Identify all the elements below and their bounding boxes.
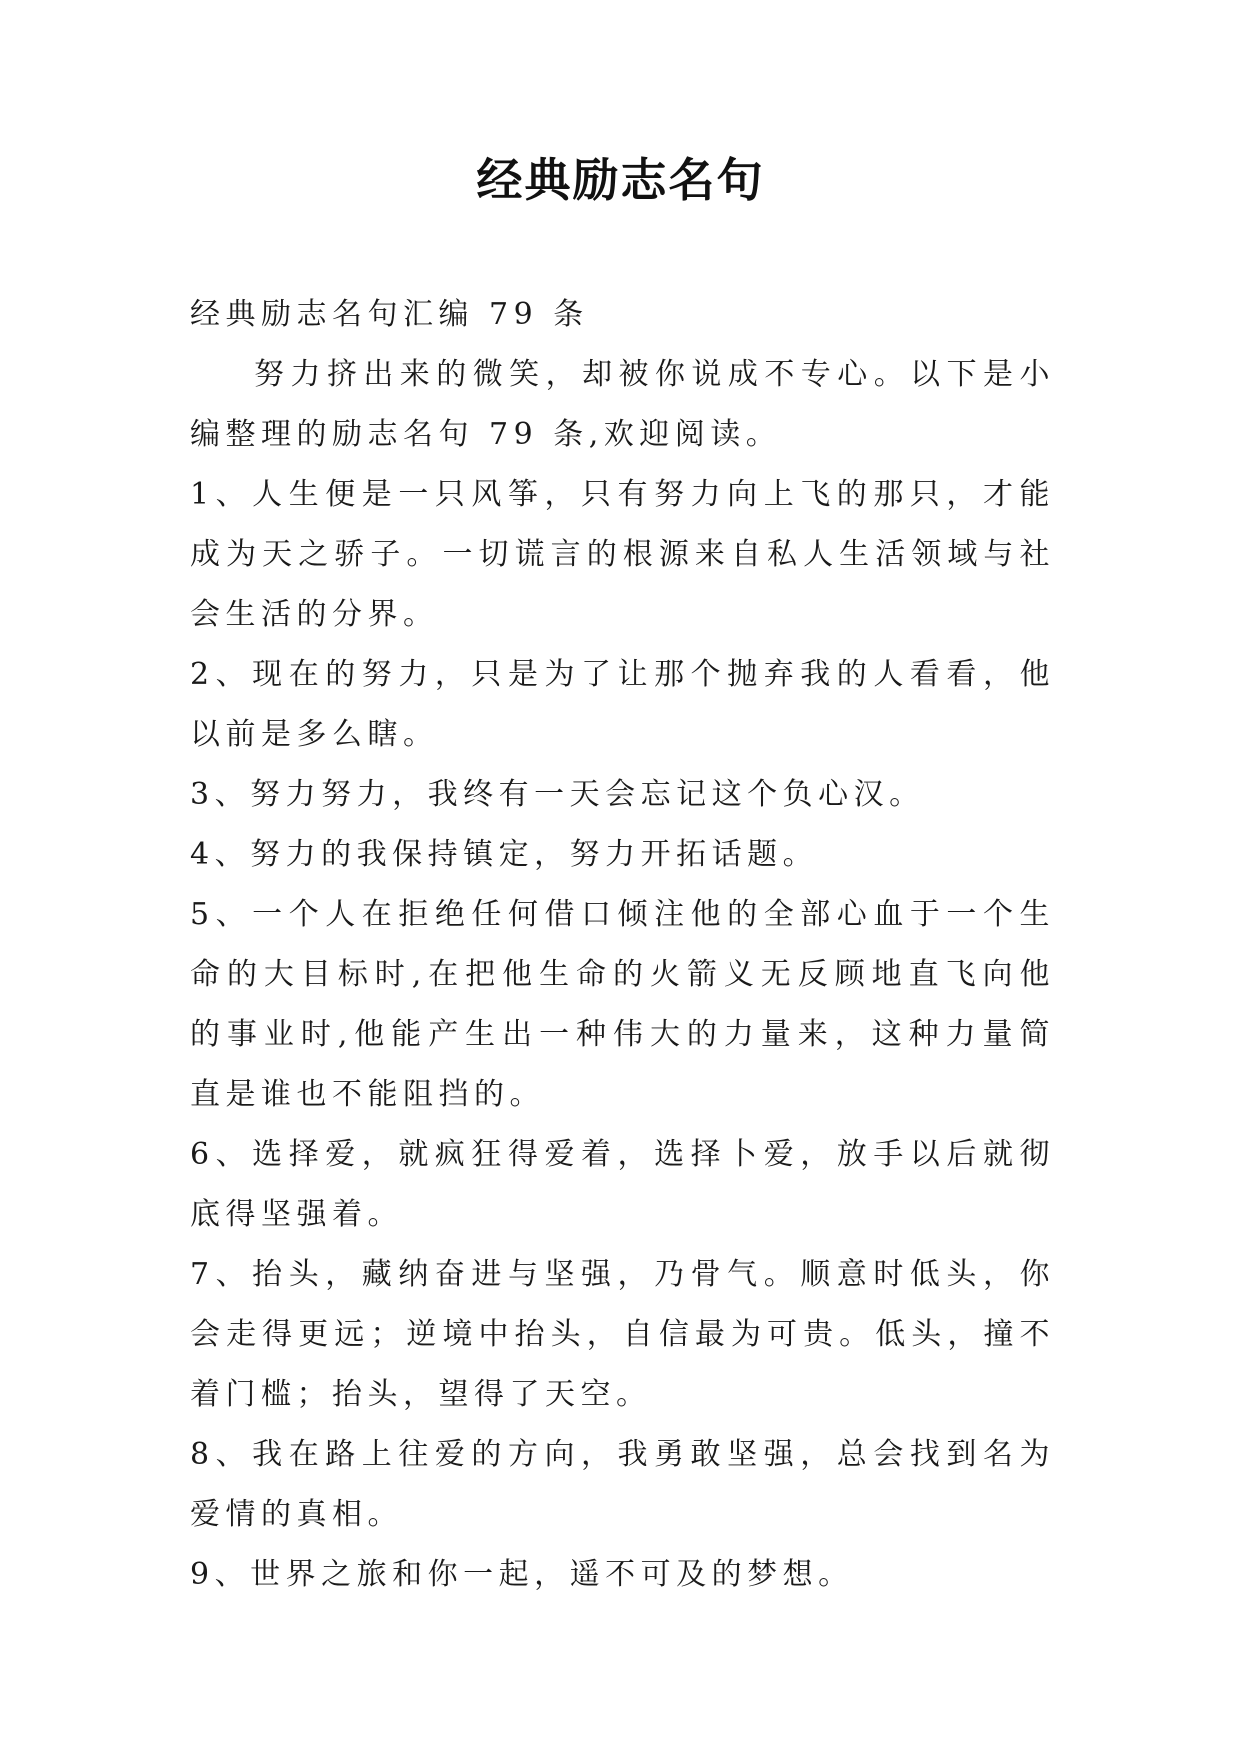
- quote-item-1: 1、人生便是一只风筝，只有努力向上飞的那只，才能成为天之骄子。一切谎言的根源来自私人生活领域与社会生活的分界。: [190, 477, 1055, 632]
- quote-item-8: 8、我在路上往爱的方向，我勇敢坚强，总会找到名为爱情的真相。: [190, 1437, 1055, 1532]
- quote-item-5: 5、一个人在拒绝任何借口倾注他的全部心血于一个生命的大目标时,在把他生命的火箭义无反顾地直飞向他的事业时,他能产生出一种伟大的力量来，这种力量简直是谁也不能阻挡的。: [190, 897, 1055, 1112]
- document-title: 经典励志名句: [476, 153, 765, 207]
- quote-item-9: 9、世界之旅和你一起，遥不可及的梦想。: [190, 1557, 854, 1592]
- intro-paragraph: 努力挤出来的微笑，却被你说成不专心。以下是小编整理的励志名句 79 条,欢迎阅读。: [190, 357, 1055, 452]
- quote-item-4: 4、努力的我保持镇定，努力开拓话题。: [190, 837, 819, 872]
- quote-item-3: 3、努力努力，我终有一天会忘记这个负心汉。: [190, 777, 925, 812]
- document-subtitle: 经典励志名句汇编 79 条: [190, 297, 589, 332]
- quote-item-6: 6、选择爱，就疯狂得爱着，选择卜爱，放手以后就彻底得坚强着。: [190, 1137, 1055, 1232]
- document-body: [190, 285, 1055, 1605]
- quote-item-7: 7、抬头，藏纳奋进与坚强，乃骨气。顺意时低头，你会走得更远；逆境中抬头，自信最为可贵。低头，撞不着门槛；抬头，望得了天空。: [190, 1257, 1055, 1412]
- quote-item-2: 2、现在的努力，只是为了让那个抛弃我的人看看，他以前是多么瞎。: [190, 657, 1055, 752]
